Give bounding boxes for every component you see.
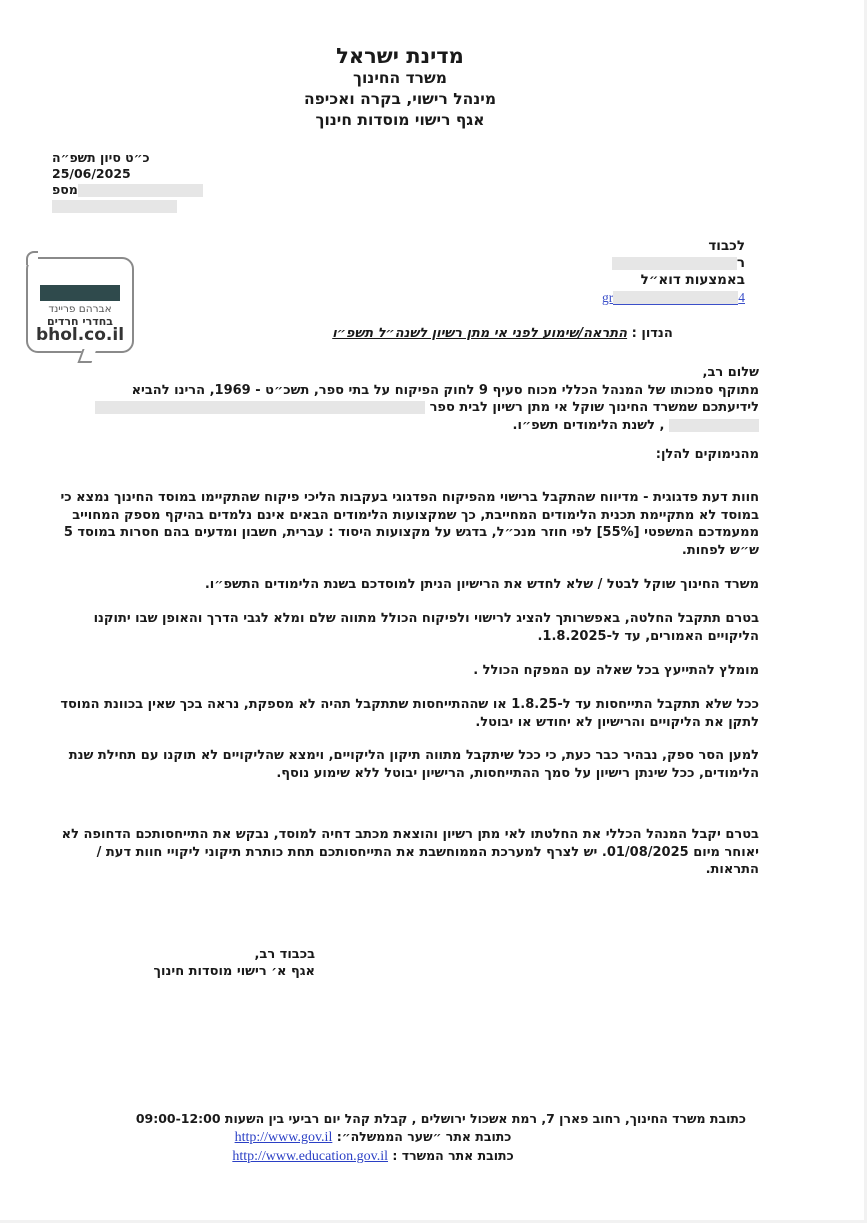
country-title: מדינת ישראל <box>336 44 464 68</box>
paragraph-before-decision: בטרם תתקבל החלטה, באפשרותך להציג לרישוי ולפיקוח הכולל מתווה שלם ומלא לגבי הדרך והאופן שבו יתוקנו הליקויים האמורים, עד ל-1.8.2025. <box>93 611 759 644</box>
department-title: אגף רישוי מוסדות חינוך <box>315 111 485 129</box>
ministry-site-link[interactable]: http://www.education.gov.il <box>232 1149 389 1164</box>
redacted-recipient-name <box>612 257 737 270</box>
redacted-reference <box>78 184 203 197</box>
gregorian-date: 25/06/2025 <box>52 166 131 181</box>
redacted-email <box>613 291 738 305</box>
redacted-reference-2 <box>52 200 177 213</box>
logo-author: אברהם פריינד <box>48 303 112 315</box>
logo-tagline: בחדרי חרדים <box>47 315 113 328</box>
footer-gov-row <box>60 1128 746 1147</box>
recipient-name-line <box>445 255 745 272</box>
paragraph-request: בטרם יקבל המנהל הכללי את החלטתו לאי מתן רשיון והוצאת מכתב דחיה למוסד, נבקש את התייחסותכם הדחופה לא יאוחר מיום 01/08/2025. יש לצרף למערכת הממוחשבת את התייחסותכם תחת כותרת תיקוני ליקויי חוות דעת / התראות. <box>61 827 759 877</box>
email-prefix[interactable]: gr <box>602 290 614 305</box>
email-line[interactable] <box>445 289 745 307</box>
paragraph-consider: משרד החינוך שוקל לבטל / שלא לחדש את הרישיון הניתן למוסדכם בשנת הלימודים התשפ״ו. <box>204 577 759 592</box>
footer-ministry-row <box>60 1147 746 1166</box>
signer: אגף א׳ רישוי מוסדות חינוך <box>153 964 315 979</box>
subject-line <box>230 326 775 341</box>
subject-label: הנדון : <box>631 326 673 341</box>
recipient-block <box>445 238 745 307</box>
paragraph-no-response: ככל שלא תתקבל התייחסות עד ל-1.8.25 או שההתייחסות שתתקבל תהיה לא מספקת, נראה בכך שאין בכוונת המוסד לתקן את הליקויים והרישיון לא יחודש או יבוטל. <box>60 697 759 730</box>
delivery-method: באמצעות דוא״ל <box>640 272 745 288</box>
closing: בכבוד רב, <box>254 947 315 962</box>
administration-title: מינהל רישוי, בקרה ואכיפה <box>303 90 497 108</box>
gov-site-label: כתובת אתר ״שער הממשלה״: <box>336 1129 512 1144</box>
footer-address: כתובת משרד החינוך, רחוב פארן 7, רמת אשכול ירושלים , קבלת קהל יום רביעי בין השעות 09:00-12:00 <box>135 1111 746 1126</box>
logo-bar <box>40 285 120 301</box>
greeting-and-intro <box>59 364 759 434</box>
speech-bubble-tail <box>77 349 96 363</box>
logo-site: bhol.co.il <box>35 325 125 345</box>
intro-line-1: מתוקף סמכותו של המנהל הכללי מכוח סעיף 9 לחוק הפיקוח על בתי ספר, תשכ״ט - 1969, הרינו להביא <box>131 382 759 398</box>
intro-line-2: לידיעתכם שמשרד החינוך שוקל אי מתן רשיון לבית ספר <box>59 399 759 417</box>
paragraph-warning: למען הסר ספק, נבהיר כבר כעת, כי ככל שיתקבל מתווה תיקון הליקויים, וימצא שהליקויים לא תוקנו עם תחילת שנת הלימודים, ככל שינתן רישיון על סמך ההתייחסות, הרישיון יבוטל ללא שימוע נוסף. <box>68 748 759 781</box>
subject-text: התראה/שימוע לפני אי מתן רשיון לשנה״ל תשפ״ו <box>332 326 628 341</box>
signature-block <box>140 946 315 980</box>
reasons-heading: מהנימוקים להלן: <box>655 447 759 462</box>
speech-bubble-tab <box>26 251 38 265</box>
footer <box>60 1110 746 1166</box>
reference-line <box>52 182 232 198</box>
ministry-site-label: כתובת אתר המשרד : <box>392 1148 514 1163</box>
greeting: שלום רב, <box>702 365 759 380</box>
recipient-name-prefix: ר <box>736 255 745 271</box>
bhol-watermark-logo <box>26 257 134 353</box>
ministry-title: משרד החינוך <box>353 69 447 87</box>
reference-line-2 <box>52 198 232 214</box>
email-suffix[interactable]: 4 <box>738 290 745 305</box>
redacted-school-name <box>95 401 425 414</box>
letterhead <box>200 44 600 131</box>
salutation: לכבוד <box>708 238 745 254</box>
reference-label: מספ <box>52 182 78 197</box>
hebrew-date: כ״ט סיון תשפ״ה <box>52 150 150 165</box>
paragraph-consult: מומלץ להתייעץ בכל שאלה עם המפקח הכולל . <box>473 663 759 678</box>
reason-paragraph: חוות דעת פדגוגית - מדיווח שהתקבל ברישוי מהפיקוח הפדגוגי בעקבות הליכי פיקוח שהתקיימו במוסד החינוך נמצא כי במוסד לא מתקיימת תכנית הלימודים המחייבת, כך שמקצועות הלימודים הבאים אינם נלמדים בהיקף מספק המחוייב ממעמדכם המשפטי [55%] לפי חוזר מנכ״ל, בדגש על מקצועות היסוד : עברית, חשבון ומדעים בהם חסרות במוסד 5 ש״ש לפחות. <box>60 490 759 558</box>
redacted-school-name-2 <box>669 419 759 432</box>
gov-site-link[interactable]: http://www.gov.il <box>234 1130 333 1145</box>
date-block <box>52 150 232 214</box>
intro-line-3: , לשנת הלימודים תשפ״ו. <box>59 417 759 435</box>
